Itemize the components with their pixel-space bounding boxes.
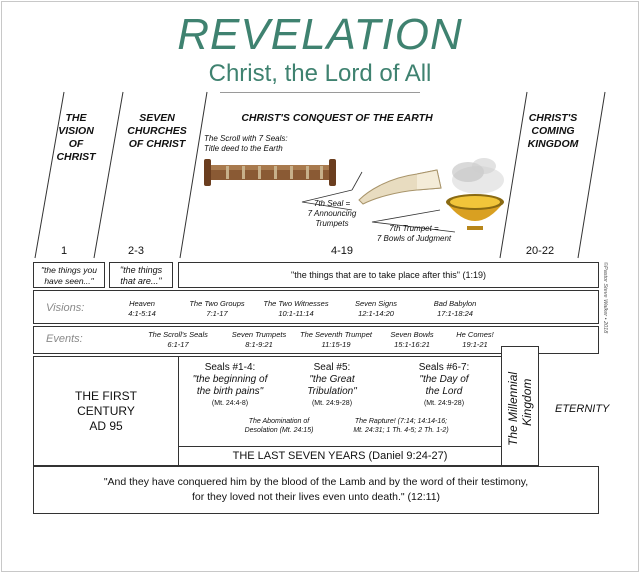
quote-box-seen	[33, 262, 105, 288]
chapters-20-22: 20-22	[525, 245, 555, 257]
event-item-seventh-trumpet: The Seventh Trumpet 11:15-19	[300, 330, 372, 349]
first-century-label: THE FIRST CENTURY AD 95	[75, 389, 137, 433]
quote-after: "the things that are to take place after this" (1:19)	[291, 270, 486, 280]
millennial-label: The Millennial Kingdom	[506, 371, 534, 446]
seals-1-4: Seals #1-4: "the beginning of the birth pains" (Mt. 24:4-8)	[192, 362, 268, 407]
seals-6-7: Seals #6-7: "the Day of the Lord (Mt. 24:9-28)	[418, 362, 470, 407]
scroll-icon	[204, 156, 336, 188]
events-label: Events:	[46, 333, 83, 345]
shofar-icon	[357, 166, 443, 206]
rapture-note: The Rapture! (7:14; 14:14-16; Mt. 24:31; 1 Th. 4-5; 2 Th. 1-2)	[353, 418, 449, 434]
seal-5: Seal #5: "the Great Tribulation" (Mt. 24:9-28)	[307, 362, 357, 407]
quote-box-are	[109, 262, 173, 288]
heading-seven-churches: SEVEN CHURCHES OF CHRIST	[127, 112, 187, 150]
vision-item-seven-signs: Seven Signs 12:1-14:20	[354, 299, 398, 318]
footer-quote: "And they have conquered him by the blood of the Lamb and by the word of their testimony, for they loved not their lives even unto death." (12:11)	[103, 476, 529, 503]
last-seven-years-label: THE LAST SEVEN YEARS (Daniel 9:24-27)	[232, 450, 448, 462]
abomination-note: The Abomination of Desolation (Mt. 24:15)	[244, 418, 314, 434]
chapters-2-3: 2-3	[128, 245, 144, 257]
vision-item-bad-babylon: Bad Babylon 17:1-18:24	[433, 299, 477, 318]
heading-conquest: CHRIST'S CONQUEST OF THE EARTH	[241, 112, 433, 124]
vision-item-two-groups: The Two Groups 7:1-17	[189, 299, 245, 318]
scroll-caption: The Scroll with 7 Seals: Title deed to the Earth	[204, 134, 288, 153]
last-seven-years-box	[178, 446, 502, 466]
vision-item-two-witnesses: The Two Witnesses 10:1-11:14	[263, 299, 329, 318]
quote-are: "the things that are..."	[119, 265, 163, 286]
visions-label: Visions:	[46, 302, 85, 314]
eternity-label: ETERNITY	[555, 403, 610, 415]
event-item-scroll-seals: The Scroll's Seals 6:1-17	[148, 330, 208, 349]
seal7-caption: 7th Seal = 7 Announcing Trumpets	[307, 199, 357, 228]
heading-coming-kingdom: CHRIST'S COMING KINGDOM	[527, 112, 579, 150]
vision-item-heaven: Heaven 4:1-5:14	[128, 299, 156, 318]
quote-box-after	[178, 262, 599, 288]
heading-vision-of-christ: THE VISION OF CHRIST	[56, 112, 96, 163]
event-item-seven-trumpets: Seven Trumpets 8:1-9:21	[231, 330, 287, 349]
quote-seen: "the things you have seen..."	[41, 265, 97, 286]
page-title: REVELATION	[177, 10, 463, 59]
copyright-credit: ©Pastor Steve Walker • 2018	[602, 262, 608, 334]
page-subtitle: Christ, the Lord of All	[208, 60, 432, 87]
event-item-he-comes: He Comes! 19:1-21	[456, 330, 494, 349]
chapters-1: 1	[60, 245, 68, 257]
footer-quote-box	[33, 466, 599, 514]
chapters-4-19: 4-19	[330, 245, 354, 257]
trumpet7-caption: 7th Trumpet = 7 Bowls of Judgment	[376, 224, 452, 243]
event-item-seven-bowls: Seven Bowls 15:1-16:21	[390, 330, 434, 349]
